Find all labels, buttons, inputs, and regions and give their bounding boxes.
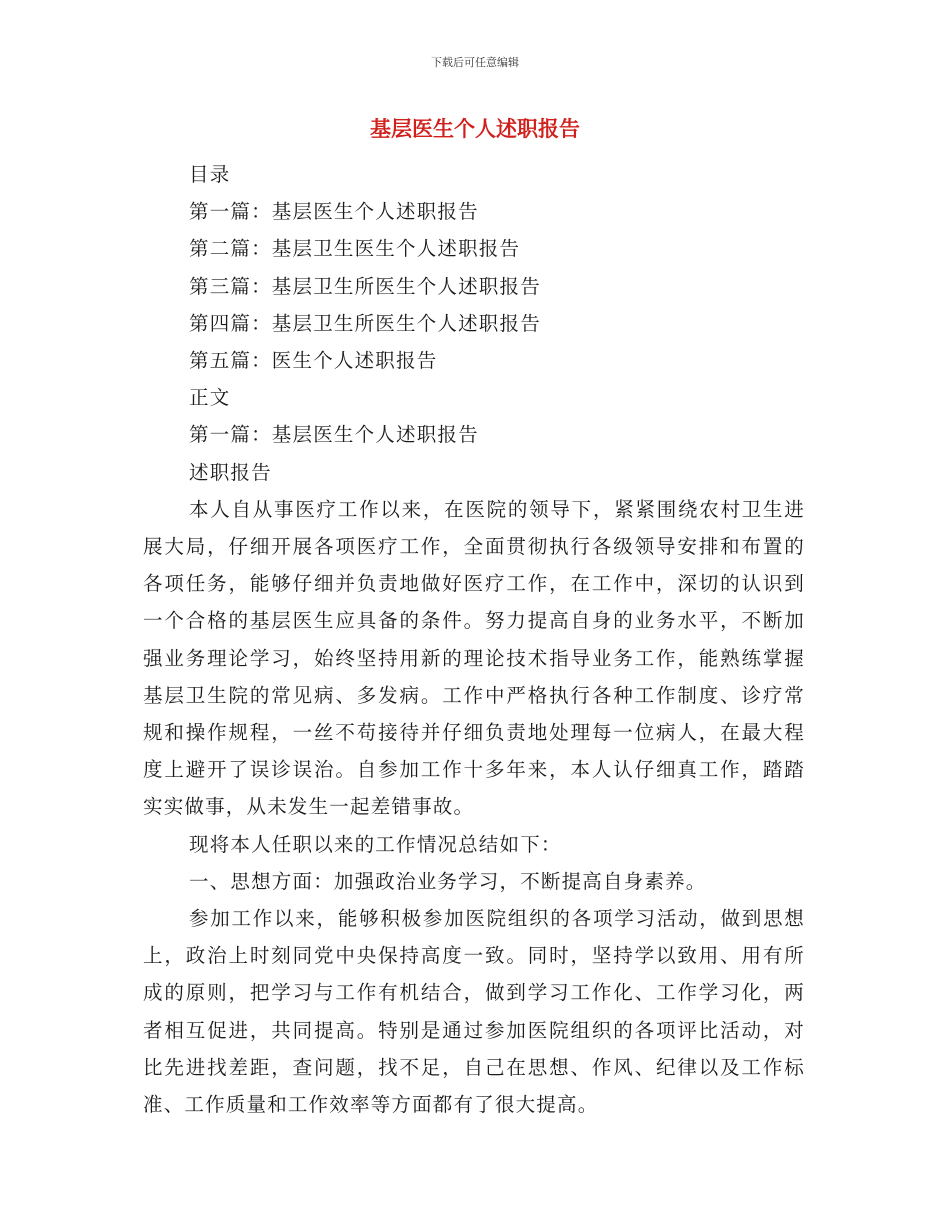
toc-item: 第三篇：基层卫生所医生个人述职报告 xyxy=(189,274,541,298)
body-paragraph: 参加工作以来，能够积极参加医院组织的各项学习活动，做到思想上，政治上时刻同党中央保持高度一致。同时，坚持学以致用、用有所成的原则，把学习与工作有机结合，做到学习工作化、工作学习化，两者相互促进，共同提高。特别是通过参加医院组织的各项评比活动，对比先进找差距，查问题，找不足，自己在思想、作风、纪律以及工作标准、工作质量和工作效率等方面都有了很大提高。 xyxy=(143,907,805,1117)
toc-item: 第二篇：基层卫生医生个人述职报告 xyxy=(189,237,521,261)
toc-item: 第一篇：基层医生个人述职报告 xyxy=(189,200,479,224)
header-note: 下载后可任意编辑 xyxy=(431,56,519,69)
body-paragraph: 本人自从事医疗工作以来，在医院的领导下，紧紧围绕农村卫生进展大局，仔细开展各项医疗工作，全面贯彻执行各级领导安排和布置的各项任务，能够仔细并负责地做好医疗工作，在工作中，深切的认识到一个合格的基层医生应具备的条件。努力提高自身的业务水平，不断加强业务理论学习，始终坚持用新的理论技术指导业务工作，能熟练掌握基层卫生院的常见病、多发病。工作中严格执行各种工作制度、诊疗常规和操作规程，一丝不苟接待并仔细负责地处理每一位病人，在最大程度上避开了误诊误治。自参加工作十多年来，本人认仔细真工作，踏踏实实做事，从未发生一起差错事故。 xyxy=(143,497,805,819)
document-body xyxy=(143,156,805,1123)
toc-item: 第四篇：基层卫生所医生个人述职报告 xyxy=(189,311,541,335)
document-title: 基层医生个人述职报告 xyxy=(370,117,580,141)
report-label: 述职报告 xyxy=(189,460,272,484)
chapter-title: 第一篇：基层医生个人述职报告 xyxy=(189,423,479,447)
section-heading: 一、思想方面：加强政治业务学习，不断提高自身素养。 xyxy=(189,869,707,893)
toc-heading: 目录 xyxy=(189,163,231,186)
body-paragraph: 现将本人任职以来的工作情况总结如下： xyxy=(189,832,562,856)
toc-item: 第五篇：医生个人述职报告 xyxy=(189,349,438,373)
body-heading: 正文 xyxy=(189,386,231,410)
